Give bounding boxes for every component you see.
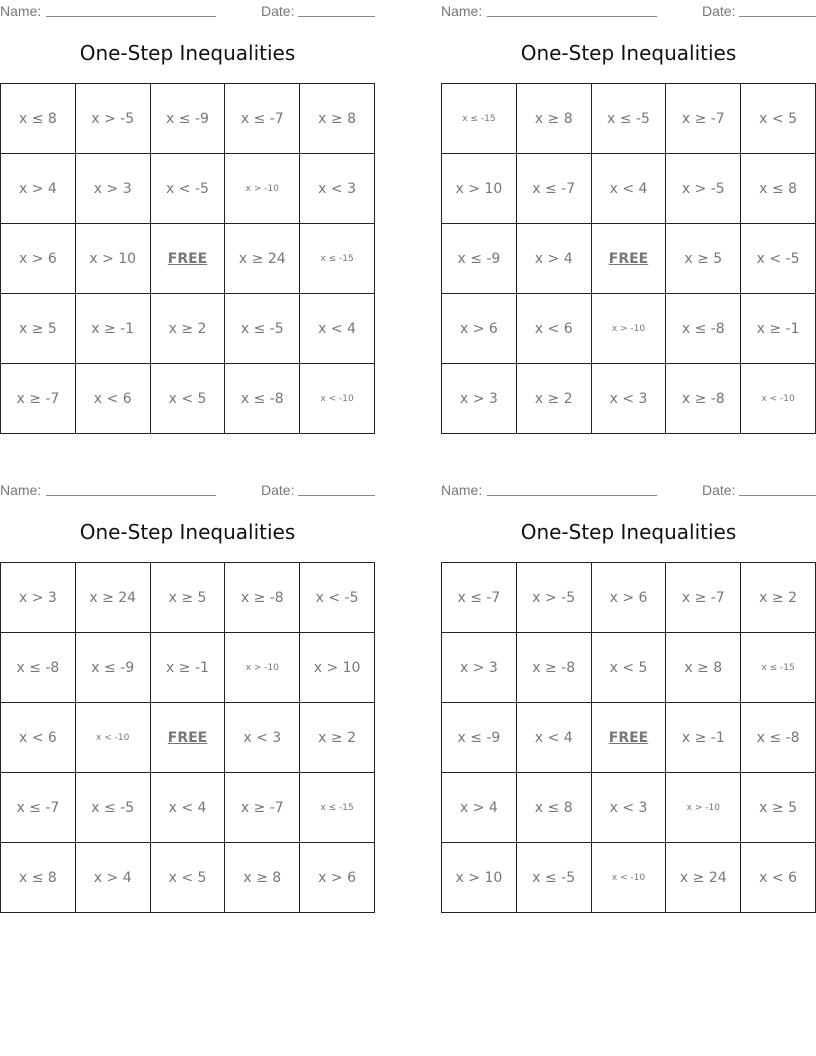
bingo-cell: x ≤ -9 bbox=[442, 703, 517, 773]
bingo-cell: x > 3 bbox=[442, 633, 517, 703]
bingo-cell: x < 4 bbox=[592, 154, 667, 224]
date-label: Date: bbox=[261, 482, 295, 498]
free-space-cell: FREE bbox=[151, 703, 226, 773]
bingo-cell: x < 5 bbox=[151, 843, 226, 913]
bingo-cell: x < -10 bbox=[741, 364, 816, 434]
bingo-cell: x > -5 bbox=[666, 154, 741, 224]
bingo-cell: x ≥ -8 bbox=[517, 633, 592, 703]
name-blank[interactable] bbox=[46, 16, 216, 17]
bingo-row bbox=[1, 563, 375, 633]
bingo-cell: x > -5 bbox=[76, 84, 151, 154]
bingo-cell: x < -5 bbox=[151, 154, 226, 224]
bingo-row bbox=[1, 84, 375, 154]
bingo-cell: x ≤ 8 bbox=[1, 84, 76, 154]
bingo-cell: x > 4 bbox=[442, 773, 517, 843]
bingo-cell: x ≤ -7 bbox=[1, 773, 76, 843]
bingo-cell: x > 6 bbox=[592, 563, 667, 633]
bingo-card bbox=[0, 0, 375, 440]
bingo-cell: x < 4 bbox=[300, 294, 375, 364]
bingo-cell: x ≥ 8 bbox=[225, 843, 300, 913]
bingo-row bbox=[442, 224, 816, 294]
bingo-cell: x ≤ 8 bbox=[1, 843, 76, 913]
bingo-cell: x ≥ -1 bbox=[76, 294, 151, 364]
bingo-cell: x > 6 bbox=[1, 224, 76, 294]
bingo-cell: x < -5 bbox=[300, 563, 375, 633]
date-blank[interactable] bbox=[298, 495, 375, 496]
bingo-cell: x ≥ -8 bbox=[666, 364, 741, 434]
bingo-cell: x ≥ 5 bbox=[1, 294, 76, 364]
bingo-row bbox=[1, 703, 375, 773]
bingo-card bbox=[441, 479, 816, 919]
bingo-cell: x > 10 bbox=[442, 843, 517, 913]
bingo-cell: x < 3 bbox=[300, 154, 375, 224]
bingo-cell: x > -5 bbox=[517, 563, 592, 633]
bingo-cell: x ≥ -7 bbox=[225, 773, 300, 843]
bingo-cell: x ≥ 24 bbox=[225, 224, 300, 294]
name-blank[interactable] bbox=[487, 495, 657, 496]
bingo-cell: x ≤ -8 bbox=[666, 294, 741, 364]
bingo-cell: x ≥ 8 bbox=[517, 84, 592, 154]
bingo-cell: x ≥ 5 bbox=[741, 773, 816, 843]
bingo-cell: x ≤ -15 bbox=[300, 224, 375, 294]
bingo-cell: x ≤ -5 bbox=[517, 843, 592, 913]
card-title: One-Step Inequalities bbox=[520, 41, 737, 65]
bingo-row bbox=[442, 633, 816, 703]
bingo-cell: x > 6 bbox=[442, 294, 517, 364]
name-blank[interactable] bbox=[46, 495, 216, 496]
name-date-line bbox=[0, 3, 375, 19]
bingo-row bbox=[1, 294, 375, 364]
bingo-grid bbox=[441, 562, 816, 913]
bingo-cell: x > -10 bbox=[225, 633, 300, 703]
bingo-grid bbox=[0, 562, 375, 913]
bingo-row bbox=[442, 294, 816, 364]
bingo-cell: x > -10 bbox=[666, 773, 741, 843]
bingo-cell: x ≥ 8 bbox=[666, 633, 741, 703]
bingo-cell: x > 6 bbox=[300, 843, 375, 913]
bingo-cell: x > 3 bbox=[442, 364, 517, 434]
bingo-cell: x ≥ -8 bbox=[225, 563, 300, 633]
name-date-line bbox=[441, 3, 816, 19]
date-blank[interactable] bbox=[739, 495, 816, 496]
bingo-cell: x ≤ -7 bbox=[442, 563, 517, 633]
bingo-cell: x < -5 bbox=[741, 224, 816, 294]
free-space-cell: FREE bbox=[592, 703, 667, 773]
bingo-cell: x < 4 bbox=[517, 703, 592, 773]
bingo-cell: x < -10 bbox=[300, 364, 375, 434]
bingo-row bbox=[442, 843, 816, 913]
bingo-cell: x < 4 bbox=[151, 773, 226, 843]
bingo-cell: x ≥ -7 bbox=[666, 563, 741, 633]
name-label: Name: bbox=[0, 482, 42, 498]
bingo-cell: x ≥ 5 bbox=[151, 563, 226, 633]
bingo-cell: x > 10 bbox=[300, 633, 375, 703]
bingo-cell: x > 4 bbox=[517, 224, 592, 294]
bingo-cell: x < 6 bbox=[76, 364, 151, 434]
bingo-cell: x ≥ 24 bbox=[76, 563, 151, 633]
bingo-cell: x ≥ 2 bbox=[300, 703, 375, 773]
bingo-row bbox=[1, 773, 375, 843]
card-title: One-Step Inequalities bbox=[79, 520, 296, 544]
bingo-cell: x ≤ -15 bbox=[741, 633, 816, 703]
bingo-cell: x < 5 bbox=[741, 84, 816, 154]
bingo-cell: x > 4 bbox=[76, 843, 151, 913]
bingo-row bbox=[1, 364, 375, 434]
bingo-cell: x < 6 bbox=[1, 703, 76, 773]
name-label: Name: bbox=[0, 3, 42, 19]
free-space-cell: FREE bbox=[151, 224, 226, 294]
free-space-cell: FREE bbox=[592, 224, 667, 294]
bingo-grid bbox=[441, 83, 816, 434]
bingo-card bbox=[441, 0, 816, 440]
bingo-cell: x < 6 bbox=[741, 843, 816, 913]
bingo-cell: x ≤ -15 bbox=[300, 773, 375, 843]
bingo-cell: x > 10 bbox=[442, 154, 517, 224]
bingo-cell: x ≤ -8 bbox=[741, 703, 816, 773]
bingo-cell: x ≥ -1 bbox=[666, 703, 741, 773]
bingo-row bbox=[1, 224, 375, 294]
bingo-cell: x < -10 bbox=[592, 843, 667, 913]
name-date-line bbox=[0, 482, 375, 498]
bingo-cell: x ≤ -9 bbox=[442, 224, 517, 294]
bingo-row bbox=[442, 154, 816, 224]
bingo-cell: x ≤ -8 bbox=[1, 633, 76, 703]
bingo-cell: x ≥ -1 bbox=[151, 633, 226, 703]
bingo-cell: x < 3 bbox=[592, 773, 667, 843]
bingo-cell: x > -10 bbox=[592, 294, 667, 364]
bingo-cell: x ≤ -8 bbox=[225, 364, 300, 434]
bingo-cell: x ≥ 24 bbox=[666, 843, 741, 913]
card-title: One-Step Inequalities bbox=[79, 41, 296, 65]
card-title: One-Step Inequalities bbox=[520, 520, 737, 544]
bingo-cell: x ≤ -9 bbox=[76, 633, 151, 703]
bingo-cell: x ≤ -15 bbox=[442, 84, 517, 154]
date-label: Date: bbox=[702, 3, 736, 19]
date-blank[interactable] bbox=[739, 16, 816, 17]
bingo-cell: x > 4 bbox=[1, 154, 76, 224]
bingo-cell: x < 6 bbox=[517, 294, 592, 364]
bingo-cell: x ≥ -1 bbox=[741, 294, 816, 364]
date-label: Date: bbox=[261, 3, 295, 19]
name-date-line bbox=[441, 482, 816, 498]
bingo-cell: x > 10 bbox=[76, 224, 151, 294]
bingo-cell: x ≤ -9 bbox=[151, 84, 226, 154]
bingo-cell: x < 5 bbox=[151, 364, 226, 434]
bingo-cell: x ≥ 5 bbox=[666, 224, 741, 294]
bingo-cell: x ≤ -5 bbox=[225, 294, 300, 364]
bingo-row bbox=[442, 563, 816, 633]
bingo-row bbox=[1, 843, 375, 913]
bingo-cell: x < 5 bbox=[592, 633, 667, 703]
bingo-row bbox=[1, 154, 375, 224]
bingo-cell: x ≤ -5 bbox=[592, 84, 667, 154]
bingo-cell: x ≥ 8 bbox=[300, 84, 375, 154]
bingo-row bbox=[442, 364, 816, 434]
date-blank[interactable] bbox=[298, 16, 375, 17]
bingo-cell: x ≤ 8 bbox=[517, 773, 592, 843]
bingo-cell: x > -10 bbox=[225, 154, 300, 224]
bingo-cell: x ≥ 2 bbox=[517, 364, 592, 434]
bingo-row bbox=[1, 633, 375, 703]
name-blank[interactable] bbox=[487, 16, 657, 17]
bingo-cell: x ≤ -5 bbox=[76, 773, 151, 843]
bingo-cell: x < -10 bbox=[76, 703, 151, 773]
bingo-cell: x > 3 bbox=[76, 154, 151, 224]
bingo-cell: x > 3 bbox=[1, 563, 76, 633]
bingo-cell: x < 3 bbox=[225, 703, 300, 773]
bingo-row bbox=[442, 84, 816, 154]
bingo-row bbox=[442, 703, 816, 773]
name-label: Name: bbox=[441, 3, 483, 19]
bingo-card bbox=[0, 479, 375, 919]
bingo-grid bbox=[0, 83, 375, 434]
bingo-cell: x ≥ 2 bbox=[151, 294, 226, 364]
bingo-cell: x ≥ -7 bbox=[1, 364, 76, 434]
bingo-cell: x ≥ -7 bbox=[666, 84, 741, 154]
date-label: Date: bbox=[702, 482, 736, 498]
bingo-cell: x ≤ 8 bbox=[741, 154, 816, 224]
bingo-cell: x < 3 bbox=[592, 364, 667, 434]
bingo-row bbox=[442, 773, 816, 843]
name-label: Name: bbox=[441, 482, 483, 498]
bingo-cell: x ≤ -7 bbox=[225, 84, 300, 154]
bingo-cell: x ≥ 2 bbox=[741, 563, 816, 633]
bingo-cell: x ≤ -7 bbox=[517, 154, 592, 224]
